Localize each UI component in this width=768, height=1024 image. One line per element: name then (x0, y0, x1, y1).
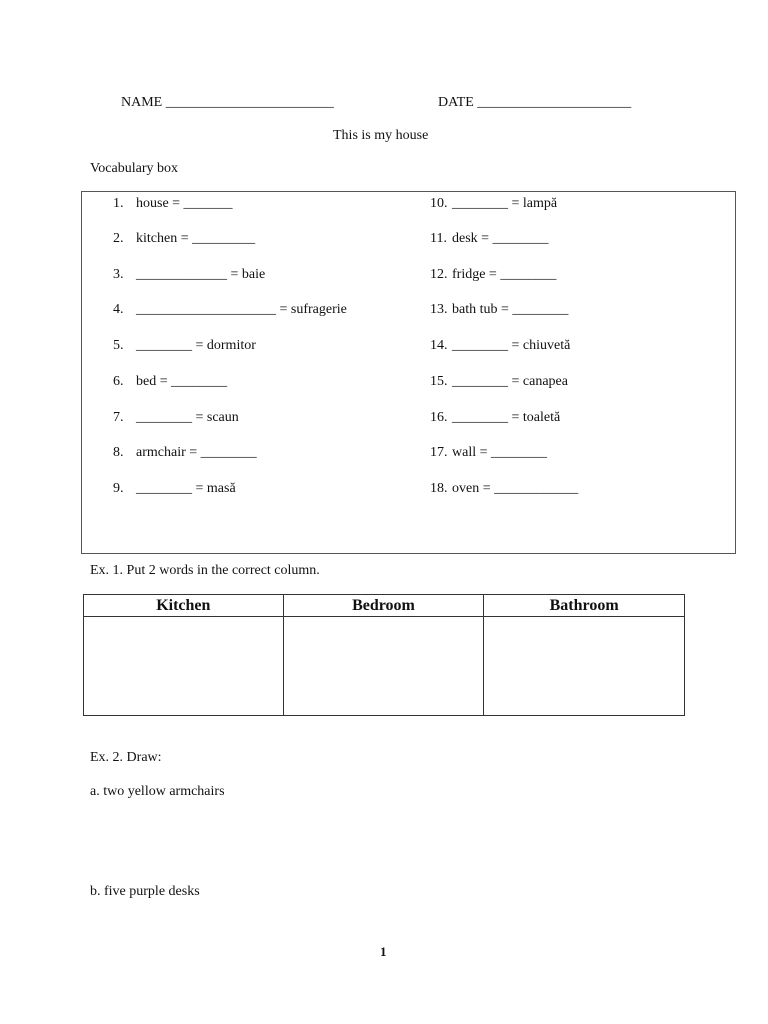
vocab-number: 8. (113, 445, 124, 460)
vocab-item-3[interactable] (113, 267, 265, 283)
table-answer-row (84, 617, 685, 716)
vocab-text: ________ = dormitor (136, 338, 256, 353)
vocab-number: 9. (113, 481, 124, 496)
vocab-item-15[interactable] (430, 374, 568, 390)
vocab-text: ________ = lampă (452, 196, 558, 211)
vocab-number: 18. (430, 481, 448, 496)
ex2-item-a: a. two yellow armchairs (90, 784, 225, 799)
vocab-item-18[interactable] (430, 481, 578, 497)
table-header-row (84, 595, 685, 617)
vocab-number: 14. (430, 338, 448, 353)
vocab-number: 1. (113, 196, 124, 211)
answer-cell-kitchen[interactable] (84, 617, 284, 716)
vocab-number: 13. (430, 302, 448, 317)
vocab-number: 5. (113, 338, 124, 353)
answer-cell-bedroom[interactable] (283, 617, 484, 716)
vocab-text: ________ = canapea (452, 374, 568, 389)
vocab-number: 11. (430, 231, 447, 246)
vocab-text: desk = ________ (452, 231, 549, 246)
vocab-text: bath tub = ________ (452, 302, 569, 317)
ex2-instruction: Ex. 2. Draw: (90, 750, 162, 765)
page-number: 1 (380, 944, 387, 959)
vocab-item-6[interactable] (113, 374, 227, 390)
vocab-number: 12. (430, 267, 448, 282)
vocab-item-10[interactable] (430, 196, 557, 212)
column-header-kitchen: Kitchen (84, 595, 284, 617)
vocab-item-14[interactable] (430, 338, 570, 354)
vocab-text: wall = ________ (452, 445, 547, 460)
vocab-item-2[interactable] (113, 231, 255, 247)
vocab-text: armchair = ________ (136, 445, 257, 460)
column-header-bedroom: Bedroom (283, 595, 484, 617)
vocab-item-9[interactable] (113, 481, 236, 497)
vocab-number: 6. (113, 374, 124, 389)
vocab-number: 4. (113, 302, 124, 317)
vocab-item-1[interactable] (113, 196, 233, 212)
vocab-text: ________ = masă (136, 481, 236, 496)
vocab-text: _____________ = baie (136, 267, 266, 282)
name-field[interactable]: NAME ________________________ (121, 95, 334, 110)
vocab-item-11[interactable] (430, 231, 549, 247)
answer-cell-bathroom[interactable] (484, 617, 685, 716)
vocab-number: 2. (113, 231, 124, 246)
vocab-text: ________ = toaletă (452, 410, 561, 425)
vocab-text: oven = ____________ (452, 481, 579, 496)
vocab-text: fridge = ________ (452, 267, 557, 282)
ex1-instruction: Ex. 1. Put 2 words in the correct column. (90, 563, 320, 578)
vocab-item-17[interactable] (430, 445, 547, 461)
vocab-item-4[interactable] (113, 302, 347, 318)
vocab-item-5[interactable] (113, 338, 256, 354)
vocab-text: house = _______ (136, 196, 233, 211)
vocab-number: 7. (113, 410, 124, 425)
vocab-item-8[interactable] (113, 445, 257, 461)
vocab-heading: Vocabulary box (90, 161, 178, 176)
vocab-item-16[interactable] (430, 410, 560, 426)
vocab-text: kitchen = _________ (136, 231, 256, 246)
category-table (83, 594, 685, 716)
vocab-text: ________ = chiuvetă (452, 338, 571, 353)
vocab-number: 10. (430, 196, 448, 211)
vocab-text: ________ = scaun (136, 410, 239, 425)
page-title: This is my house (333, 128, 429, 143)
vocab-number: 3. (113, 267, 124, 282)
vocab-number: 17. (430, 445, 448, 460)
date-field[interactable]: DATE ______________________ (438, 95, 632, 110)
vocab-text: ____________________ = sufragerie (136, 302, 347, 317)
ex2-item-b: b. five purple desks (90, 884, 200, 899)
vocab-item-13[interactable] (430, 302, 568, 318)
vocab-text: bed = ________ (136, 374, 228, 389)
vocab-number: 15. (430, 374, 448, 389)
column-header-bathroom: Bathroom (484, 595, 685, 617)
vocab-item-12[interactable] (430, 267, 556, 283)
vocabulary-box (81, 191, 736, 554)
vocab-number: 16. (430, 410, 448, 425)
vocab-item-7[interactable] (113, 410, 239, 426)
